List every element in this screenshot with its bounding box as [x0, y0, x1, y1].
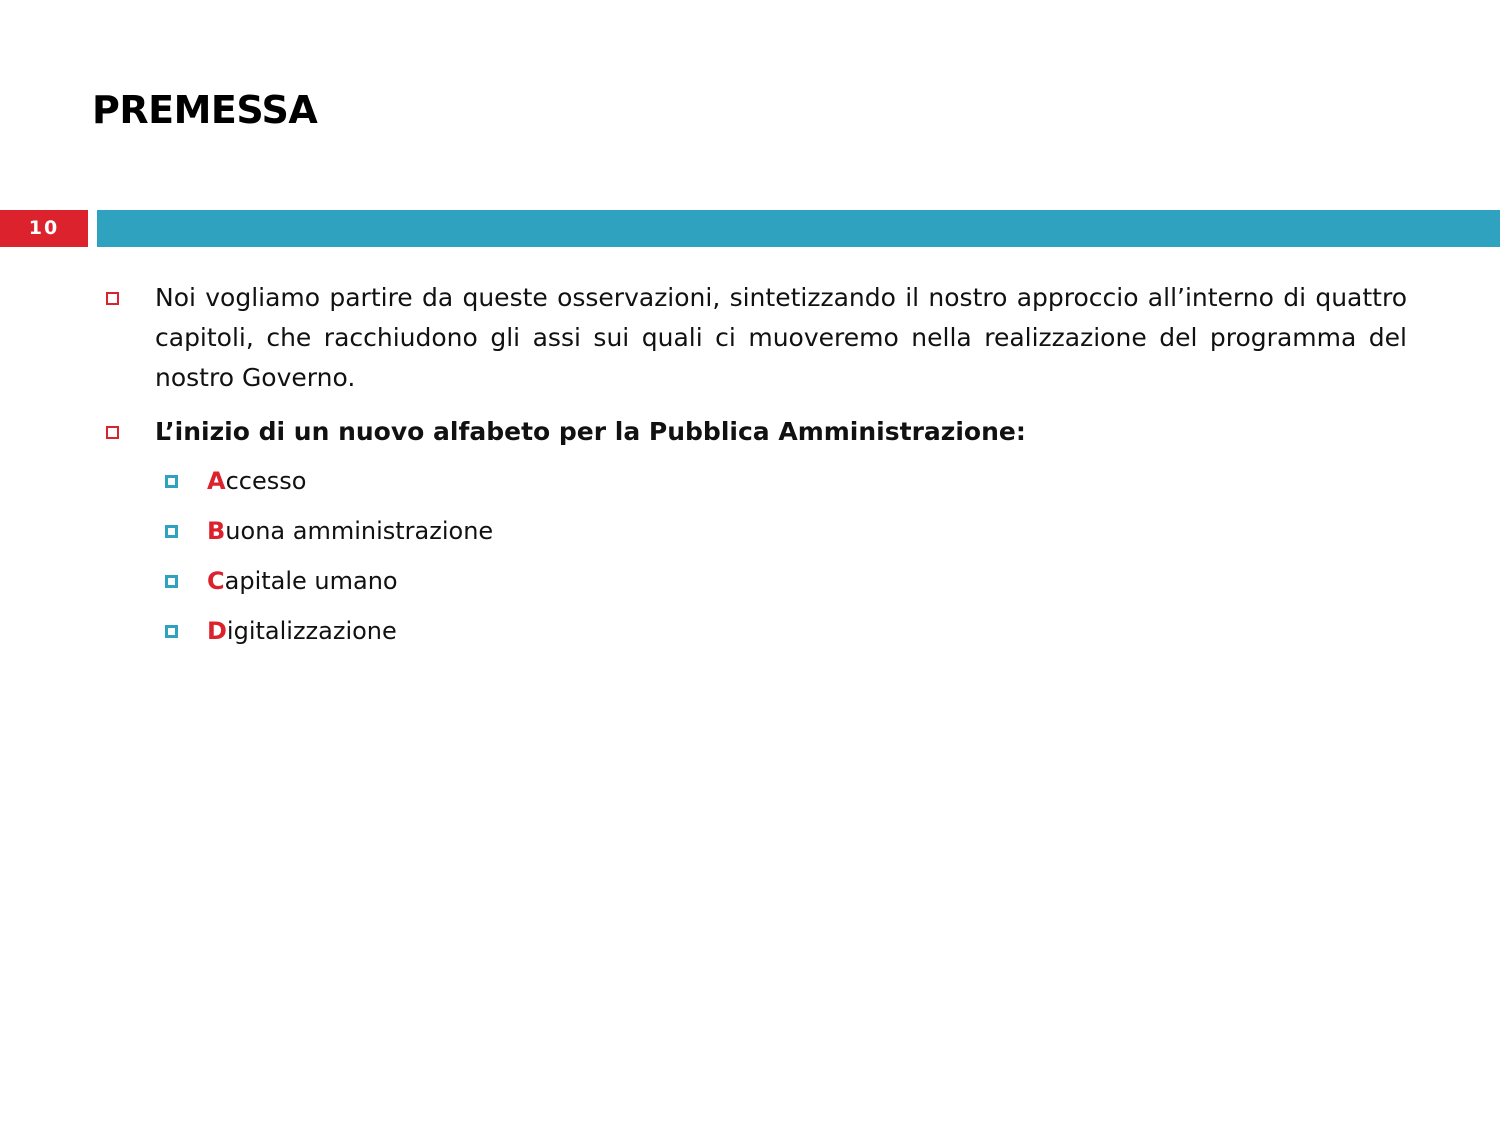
- alphabet-heading: L’inizio di un nuovo alfabeto per la Pubblica Amministrazione:: [155, 417, 1026, 446]
- item-text: uona amministrazione: [225, 517, 494, 545]
- square-bullet-icon: [165, 625, 178, 638]
- item-initial: B: [207, 517, 226, 545]
- bullet-paragraph: [0, 278, 1407, 398]
- item-initial: A: [207, 467, 226, 495]
- hollow-square-bullet-icon: [106, 426, 119, 439]
- item-initial: C: [207, 567, 225, 595]
- item-text: igitalizzazione: [226, 617, 397, 645]
- paragraph-text: Noi vogliamo partire da queste osservazioni, sintetizzando il nostro approccio all’interno di quattro capitoli, che racchiudono gli assi sui quali ci muoveremo nella realizzazione del programma del nostro Governo.: [155, 283, 1407, 392]
- header-band: [97, 210, 1500, 247]
- bullet-alphabet-heading: [0, 412, 1407, 452]
- hollow-square-bullet-icon: [106, 292, 119, 305]
- list-item: [0, 506, 1500, 556]
- square-bullet-icon: [165, 475, 178, 488]
- page-number: 10: [0, 210, 88, 247]
- item-text: apitale umano: [224, 567, 398, 595]
- item-text: ccesso: [225, 467, 307, 495]
- list-item: [0, 606, 1500, 656]
- square-bullet-icon: [165, 575, 178, 588]
- item-initial: D: [207, 617, 227, 645]
- slide-title: PREMESSA: [92, 88, 318, 132]
- square-bullet-icon: [165, 525, 178, 538]
- list-item: [0, 556, 1500, 606]
- list-item: [0, 456, 1500, 506]
- slide-content: [0, 278, 1500, 656]
